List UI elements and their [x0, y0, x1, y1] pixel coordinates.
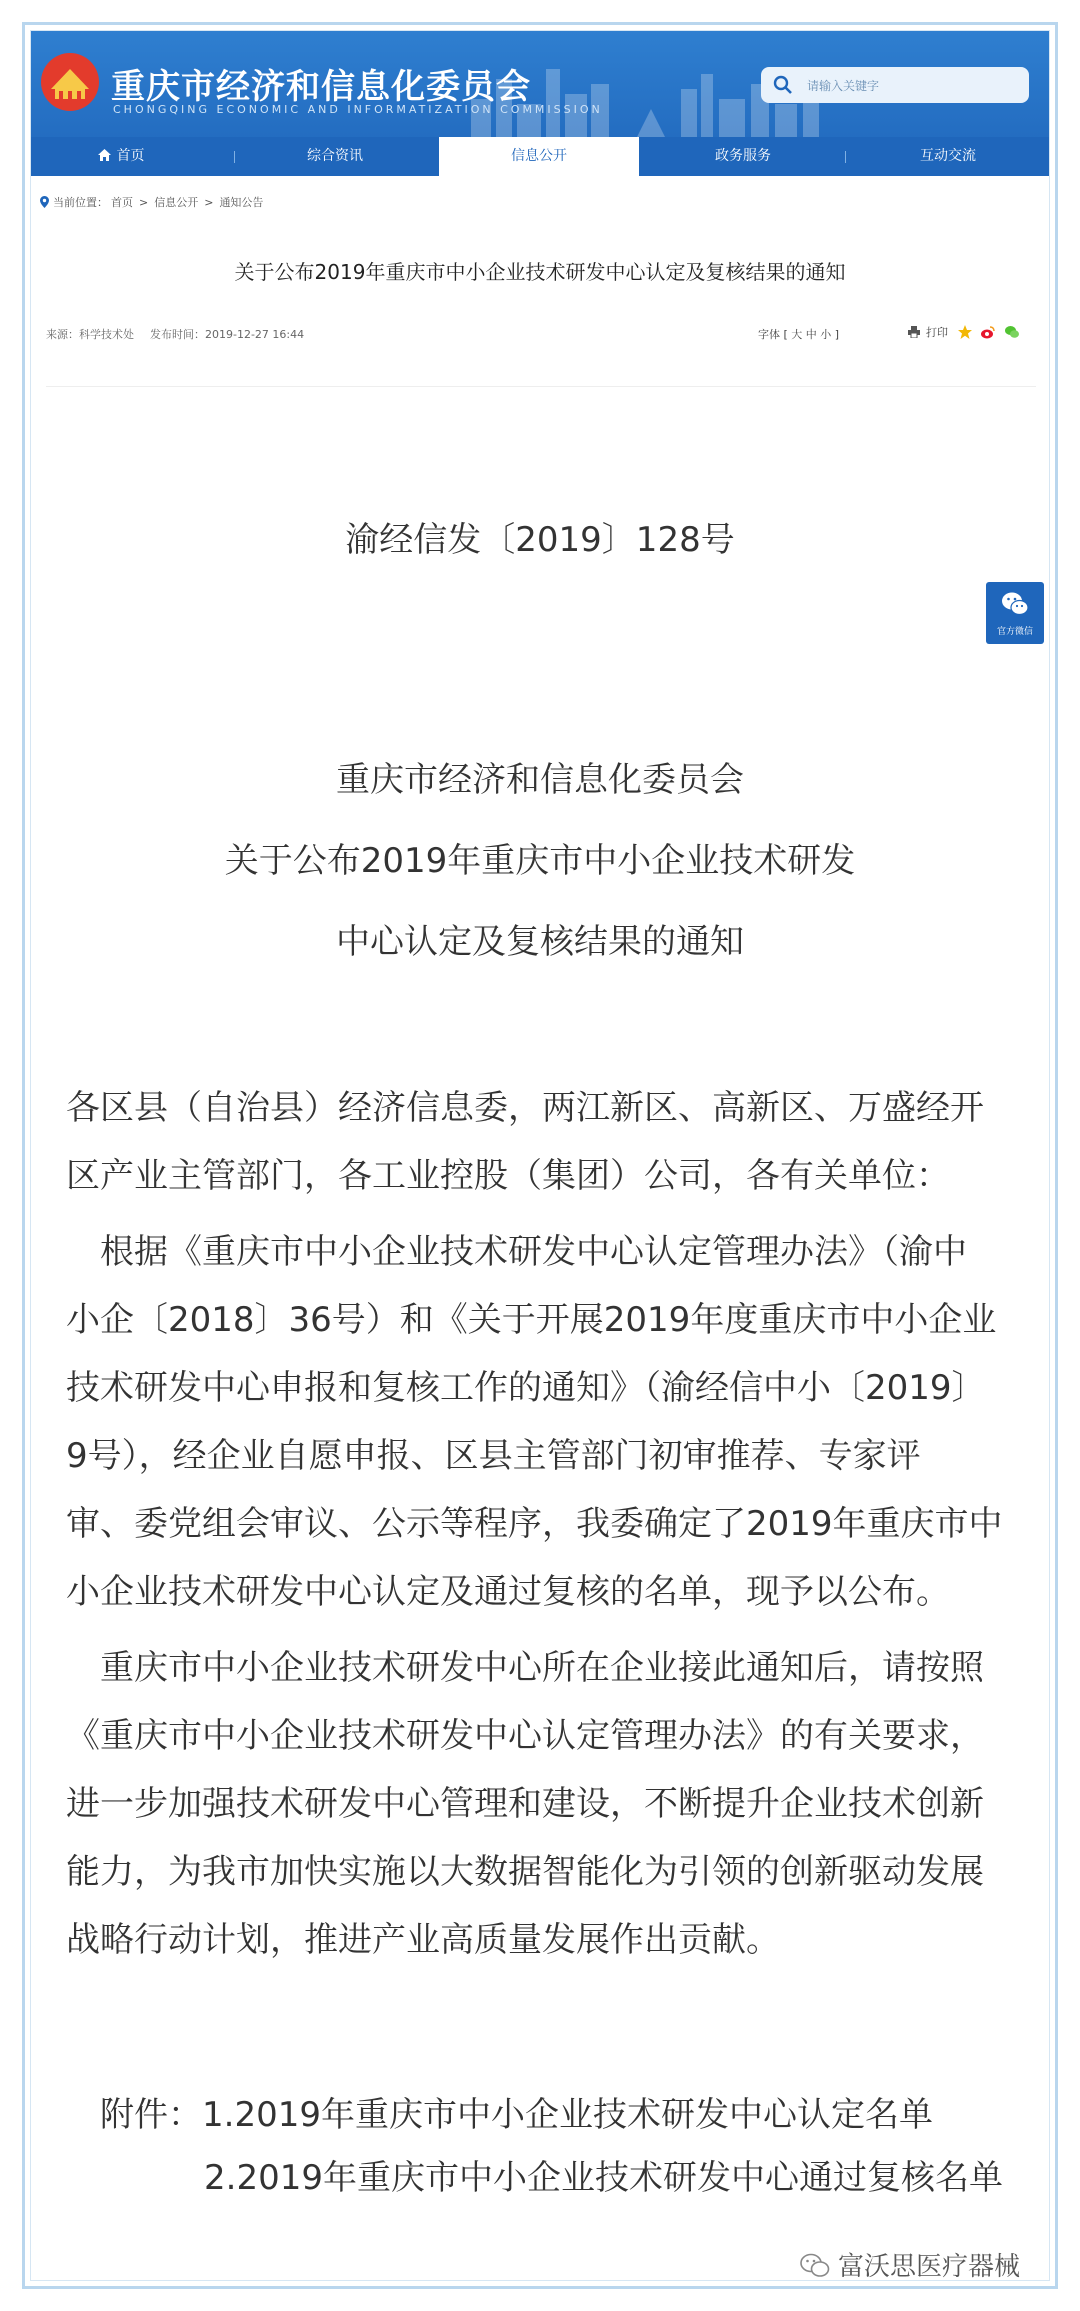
nav-item-gov-service[interactable]: 政务服务: [715, 148, 771, 164]
text-line: 技术研发中心申报和复核工作的通知》（渝经信中小〔2019〕: [66, 1368, 986, 1408]
article-meta: [46, 326, 304, 342]
weibo-share-icon[interactable]: [981, 325, 995, 339]
emblem-logo: [39, 51, 101, 113]
text-line: 各区县（自治县）经济信息委，两江新区、高新区、万盛经开: [66, 1088, 984, 1128]
site-title[interactable]: 重庆市经济和信息化委员会: [111, 67, 531, 107]
doc-heading-line: 重庆市经济和信息化委员会: [336, 760, 744, 800]
paragraph-basis: [66, 1218, 1016, 1626]
main-nav: [31, 137, 1049, 176]
text-line: 小企〔2018〕36号）和《关于开展2019年度重庆市中小企业: [66, 1300, 997, 1340]
breadcrumb-separator: >: [139, 196, 149, 209]
font-size-label: 字体: [758, 328, 780, 341]
breadcrumb: [40, 194, 266, 210]
text-line: 小企业技术研发中心认定及通过复核的名单，现予以公布。: [66, 1572, 950, 1612]
search-box[interactable]: [761, 67, 1029, 103]
attachments-label: 附件：: [100, 2095, 202, 2135]
attachment-line-2: [204, 2150, 1003, 2199]
date-label: 发布时间：: [150, 328, 205, 341]
attachment-link[interactable]: 2.2019年重庆市中小企业技术研发中心通过复核名单: [204, 2158, 1003, 2198]
breadcrumb-link-notices[interactable]: 通知公告: [219, 196, 264, 209]
paragraph-requirements: [66, 1634, 1016, 1974]
watermark-text: 富沃思医疗器械: [838, 2252, 1021, 2282]
nav-item-news[interactable]: 综合资讯: [307, 148, 363, 164]
print-link[interactable]: 打印: [926, 326, 948, 339]
article-title: 关于公布2019年重庆市中小企业技术研发中心认定及复核结果的通知: [234, 260, 846, 284]
article-tools: [908, 324, 1025, 340]
document-number: 渝经信发〔2019〕128号: [345, 520, 735, 560]
font-size-switcher: 字体 [ 大 中 小 ]: [758, 328, 840, 341]
wechat-watermark-icon: [800, 2253, 830, 2279]
text-line: 《重庆市中小企业技术研发中心认定管理办法》的有关要求，: [66, 1716, 984, 1756]
text-line: 区产业主管部门，各工业控股（集团）公司，各有关单位：: [66, 1156, 950, 1196]
text-line: 根据《重庆市中小企业技术研发中心认定管理办法》（渝中: [66, 1232, 967, 1272]
doc-heading-line: 中心认定及复核结果的通知: [336, 922, 744, 962]
breadcrumb-prefix: 当前位置：: [53, 196, 108, 209]
font-size-large[interactable]: 大: [791, 328, 803, 341]
wechat-float-label: 官方微信: [996, 627, 1033, 637]
breadcrumb-link-home[interactable]: 首页: [111, 196, 133, 209]
breadcrumb-separator: >: [204, 196, 214, 209]
favorite-star-icon[interactable]: [958, 325, 972, 339]
text-line: 9号），经企业自愿申报、区县主管部门初审推荐、专家评: [66, 1436, 921, 1476]
doc-heading-line: 关于公布2019年重庆市中小企业技术研发: [224, 841, 856, 881]
site-header: [31, 31, 1049, 176]
attachment-line-1: [100, 2087, 933, 2136]
font-size-medium[interactable]: 中: [805, 328, 817, 341]
wechat-share-icon[interactable]: [1005, 325, 1019, 339]
watermark: [800, 2246, 1020, 2283]
wechat-icon: [1001, 590, 1029, 618]
font-size-small[interactable]: 小: [820, 328, 832, 341]
location-pin-icon: [40, 196, 49, 208]
search-input[interactable]: [805, 67, 1019, 105]
official-wechat-float[interactable]: [986, 582, 1044, 644]
text-line: 战略行动计划，推进产业高质量发展作出贡献。: [66, 1920, 780, 1960]
paragraph-addressees: [66, 1074, 1016, 1210]
source-value: 科学技术处: [79, 328, 134, 341]
text-line: 进一步加强技术研发中心管理和建设，不断提升企业技术创新: [66, 1784, 984, 1824]
site-subtitle: CHONGQING ECONOMIC AND INFORMATIZATION COMMISSION: [113, 103, 603, 116]
text-line: 审、委党组会审议、公示等程序，我委确定了2019年重庆市中: [66, 1504, 1003, 1544]
home-icon: [98, 149, 111, 161]
divider: [46, 386, 1036, 387]
nav-item-info-public[interactable]: 信息公开: [439, 137, 639, 176]
text-line: 能力，为我市加快实施以大数据智能化为引领的创新驱动发展: [66, 1852, 984, 1892]
attachment-link[interactable]: 1.2019年重庆市中小企业技术研发中心认定名单: [202, 2095, 933, 2135]
nav-item-interaction[interactable]: 互动交流: [920, 148, 976, 164]
nav-separator: [845, 151, 846, 163]
nav-item-home[interactable]: [31, 137, 211, 176]
text-line: 重庆市中小企业技术研发中心所在企业接此通知后，请按照: [66, 1648, 984, 1688]
nav-item-label: 首页: [116, 148, 145, 164]
breadcrumb-link-info-public[interactable]: 信息公开: [154, 196, 199, 209]
printer-icon[interactable]: [908, 326, 920, 338]
search-icon[interactable]: [773, 75, 793, 95]
publish-date: 2019-12-27 16:44: [205, 328, 305, 341]
source-label: 来源：: [46, 328, 79, 341]
